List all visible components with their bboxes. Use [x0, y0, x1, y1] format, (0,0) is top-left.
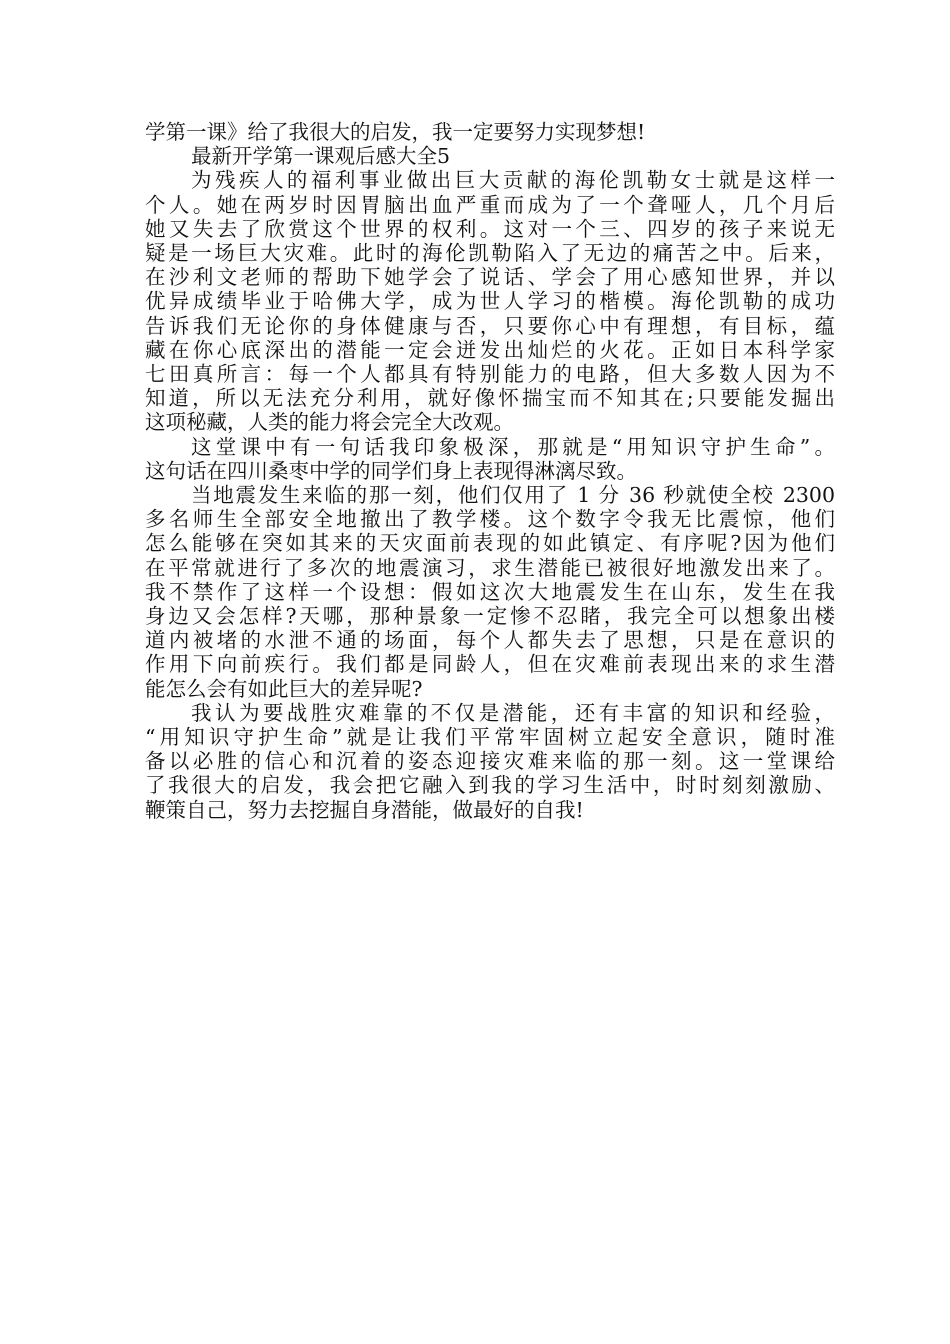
text-line: 这句话在四川桑枣中学的同学们身上表现得淋漓尽致。 — [145, 458, 637, 483]
text-line: 在平常就进行了多次的地震演习，求生潜能已被很好地激发出来了。 — [145, 555, 835, 580]
text-line: 身边又会怎样?天哪，那种景象一定惨不忍睹，我完全可以想象出楼 — [145, 604, 835, 629]
text-line: 藏在你心底深出的潜能一定会迸发出灿烂的火花。正如日本科学家 — [145, 337, 835, 362]
text-line: 能怎么会有如此巨大的差异呢? — [145, 676, 423, 701]
paragraph-quote — [145, 435, 835, 483]
text-line: “用知识守护生命”就是让我们平常牢固树立起安全意识，随时准 — [145, 725, 835, 750]
text-line: 备以必胜的信心和沉着的姿态迎接灾难来临的那一刻。这一堂课给 — [145, 749, 835, 774]
paragraph-conclusion — [145, 701, 835, 822]
paragraph-earthquake — [145, 483, 835, 701]
paragraph-helen-keller — [145, 168, 835, 434]
text-line: 怎么能够在突如其来的天灾面前表现的如此镇定、有序呢?因为他们 — [145, 531, 835, 556]
text-line: 作用下向前疾行。我们都是同龄人，但在灾难前表现出来的求生潜 — [145, 652, 835, 677]
heading-line: 最新开学第一课观后感大全5 — [191, 144, 451, 169]
text-line: 知道，所以无法充分利用，就好像怀揣宝而不知其在;只要能发掘出 — [145, 386, 835, 411]
paragraph-continuation — [145, 120, 835, 144]
text-line: 这堂课中有一句话我印象极深，那就是“用知识守护生命”。 — [191, 434, 835, 459]
text-line: 多名师生全部安全地撤出了教学楼。这个数字令我无比震惊，他们 — [145, 507, 835, 532]
document-body — [145, 120, 835, 822]
text-line: 这项秘藏，人类的能力将会完全大改观。 — [145, 410, 514, 435]
text-line: 七田真所言：每一个人都具有特别能力的电路，但大多数人因为不 — [145, 362, 835, 387]
text-line: 疑是一场巨大灾难。此时的海伦凯勒陷入了无边的痛苦之中。后来， — [145, 241, 835, 266]
text-line: 学第一课》给了我很大的启发，我一定要努力实现梦想! — [145, 120, 646, 144]
text-line: 我认为要战胜灾难靠的不仅是潜能，还有丰富的知识和经验， — [191, 700, 835, 725]
text-line: 在沙利文老师的帮助下她学会了说话、学会了用心感知世界，并以 — [145, 265, 835, 290]
text-line: 告诉我们无论你的身体健康与否，只要你心中有理想，有目标，蕴 — [145, 313, 835, 338]
section-heading — [145, 144, 835, 168]
text-line: 我不禁作了这样一个设想：假如这次大地震发生在山东，发生在我 — [145, 579, 835, 604]
text-line: 鞭策自己，努力去挖掘自身潜能，做最好的自我! — [145, 797, 584, 822]
text-line: 优异成绩毕业于哈佛大学，成为世人学习的楷模。海伦凯勒的成功 — [145, 289, 835, 314]
text-line: 个人。她在两岁时因胃脑出血严重而成为了一个聋哑人，几个月后 — [145, 192, 835, 217]
text-line: 为残疾人的福利事业做出巨大贡献的海伦凯勒女士就是这样一 — [191, 168, 835, 193]
text-line: 她又失去了欣赏这个世界的权利。这对一个三、四岁的孩子来说无 — [145, 216, 835, 241]
text-line: 了我很大的启发，我会把它融入到我的学习生活中，时时刻刻激励、 — [145, 773, 835, 798]
text-line: 道内被堵的水泄不通的场面，每个人都失去了思想，只是在意识的 — [145, 628, 835, 653]
text-line: 当地震发生来临的那一刻，他们仅用了 1 分 36 秒就使全校 2300 — [191, 483, 835, 508]
